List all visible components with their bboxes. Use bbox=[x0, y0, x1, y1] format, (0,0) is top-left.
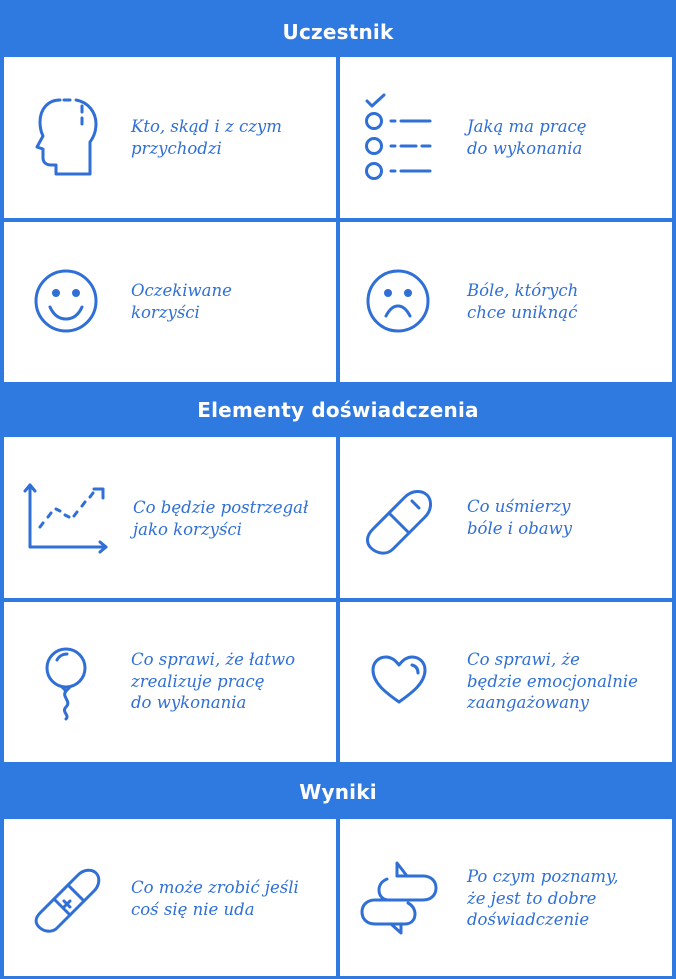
card-ease bbox=[4, 602, 336, 762]
card-success-criteria bbox=[340, 819, 672, 976]
card-pains bbox=[340, 222, 672, 382]
checklist-icon bbox=[364, 95, 436, 185]
card-who-label: Kto, skąd i z czym przychodzi bbox=[131, 117, 282, 158]
card-ease-label: Co sprawi, że łatwo zrealizuje pracę do wykonania bbox=[131, 650, 296, 712]
card-emotion-label: Co sprawi, że będzie emocjonalnie zaangażowany bbox=[467, 650, 638, 712]
card-perceived-gains bbox=[4, 437, 336, 598]
card-fallback bbox=[4, 819, 336, 976]
pill-icon bbox=[365, 485, 433, 553]
sad-face-icon bbox=[366, 269, 430, 333]
section-title-participant: Uczestnik bbox=[282, 20, 394, 44]
smiley-icon bbox=[34, 269, 98, 333]
head-icon bbox=[34, 98, 104, 178]
growth-chart-icon bbox=[24, 483, 110, 553]
card-gains-label: Oczekiwane korzyści bbox=[131, 281, 232, 322]
speech-bubbles-icon bbox=[359, 862, 439, 934]
heart-icon bbox=[370, 654, 428, 706]
card-pains-label: Bóle, których chce uniknąć bbox=[467, 281, 579, 322]
card-job bbox=[340, 57, 672, 218]
card-emotion bbox=[340, 602, 672, 762]
section-title-experience: Elementy doświadczenia bbox=[197, 398, 479, 422]
card-pain-relievers bbox=[340, 437, 672, 598]
section-title-outcomes: Wyniki bbox=[299, 780, 377, 804]
card-who bbox=[4, 57, 336, 218]
card-pain-relievers-label: Co uśmierzy bóle i obawy bbox=[467, 497, 573, 538]
card-job-label: Jaką ma pracę do wykonania bbox=[467, 117, 587, 158]
balloon-icon bbox=[45, 647, 89, 721]
card-fallback-label: Co może zrobić jeśli coś się nie uda bbox=[131, 878, 299, 919]
bandage-icon bbox=[34, 867, 102, 931]
card-perceived-gains-label: Co będzie postrzegał jako korzyści bbox=[133, 498, 309, 539]
card-gains bbox=[4, 222, 336, 382]
card-success-criteria-label: Po czym poznamy, że jest to dobre doświadczenie bbox=[467, 867, 619, 929]
